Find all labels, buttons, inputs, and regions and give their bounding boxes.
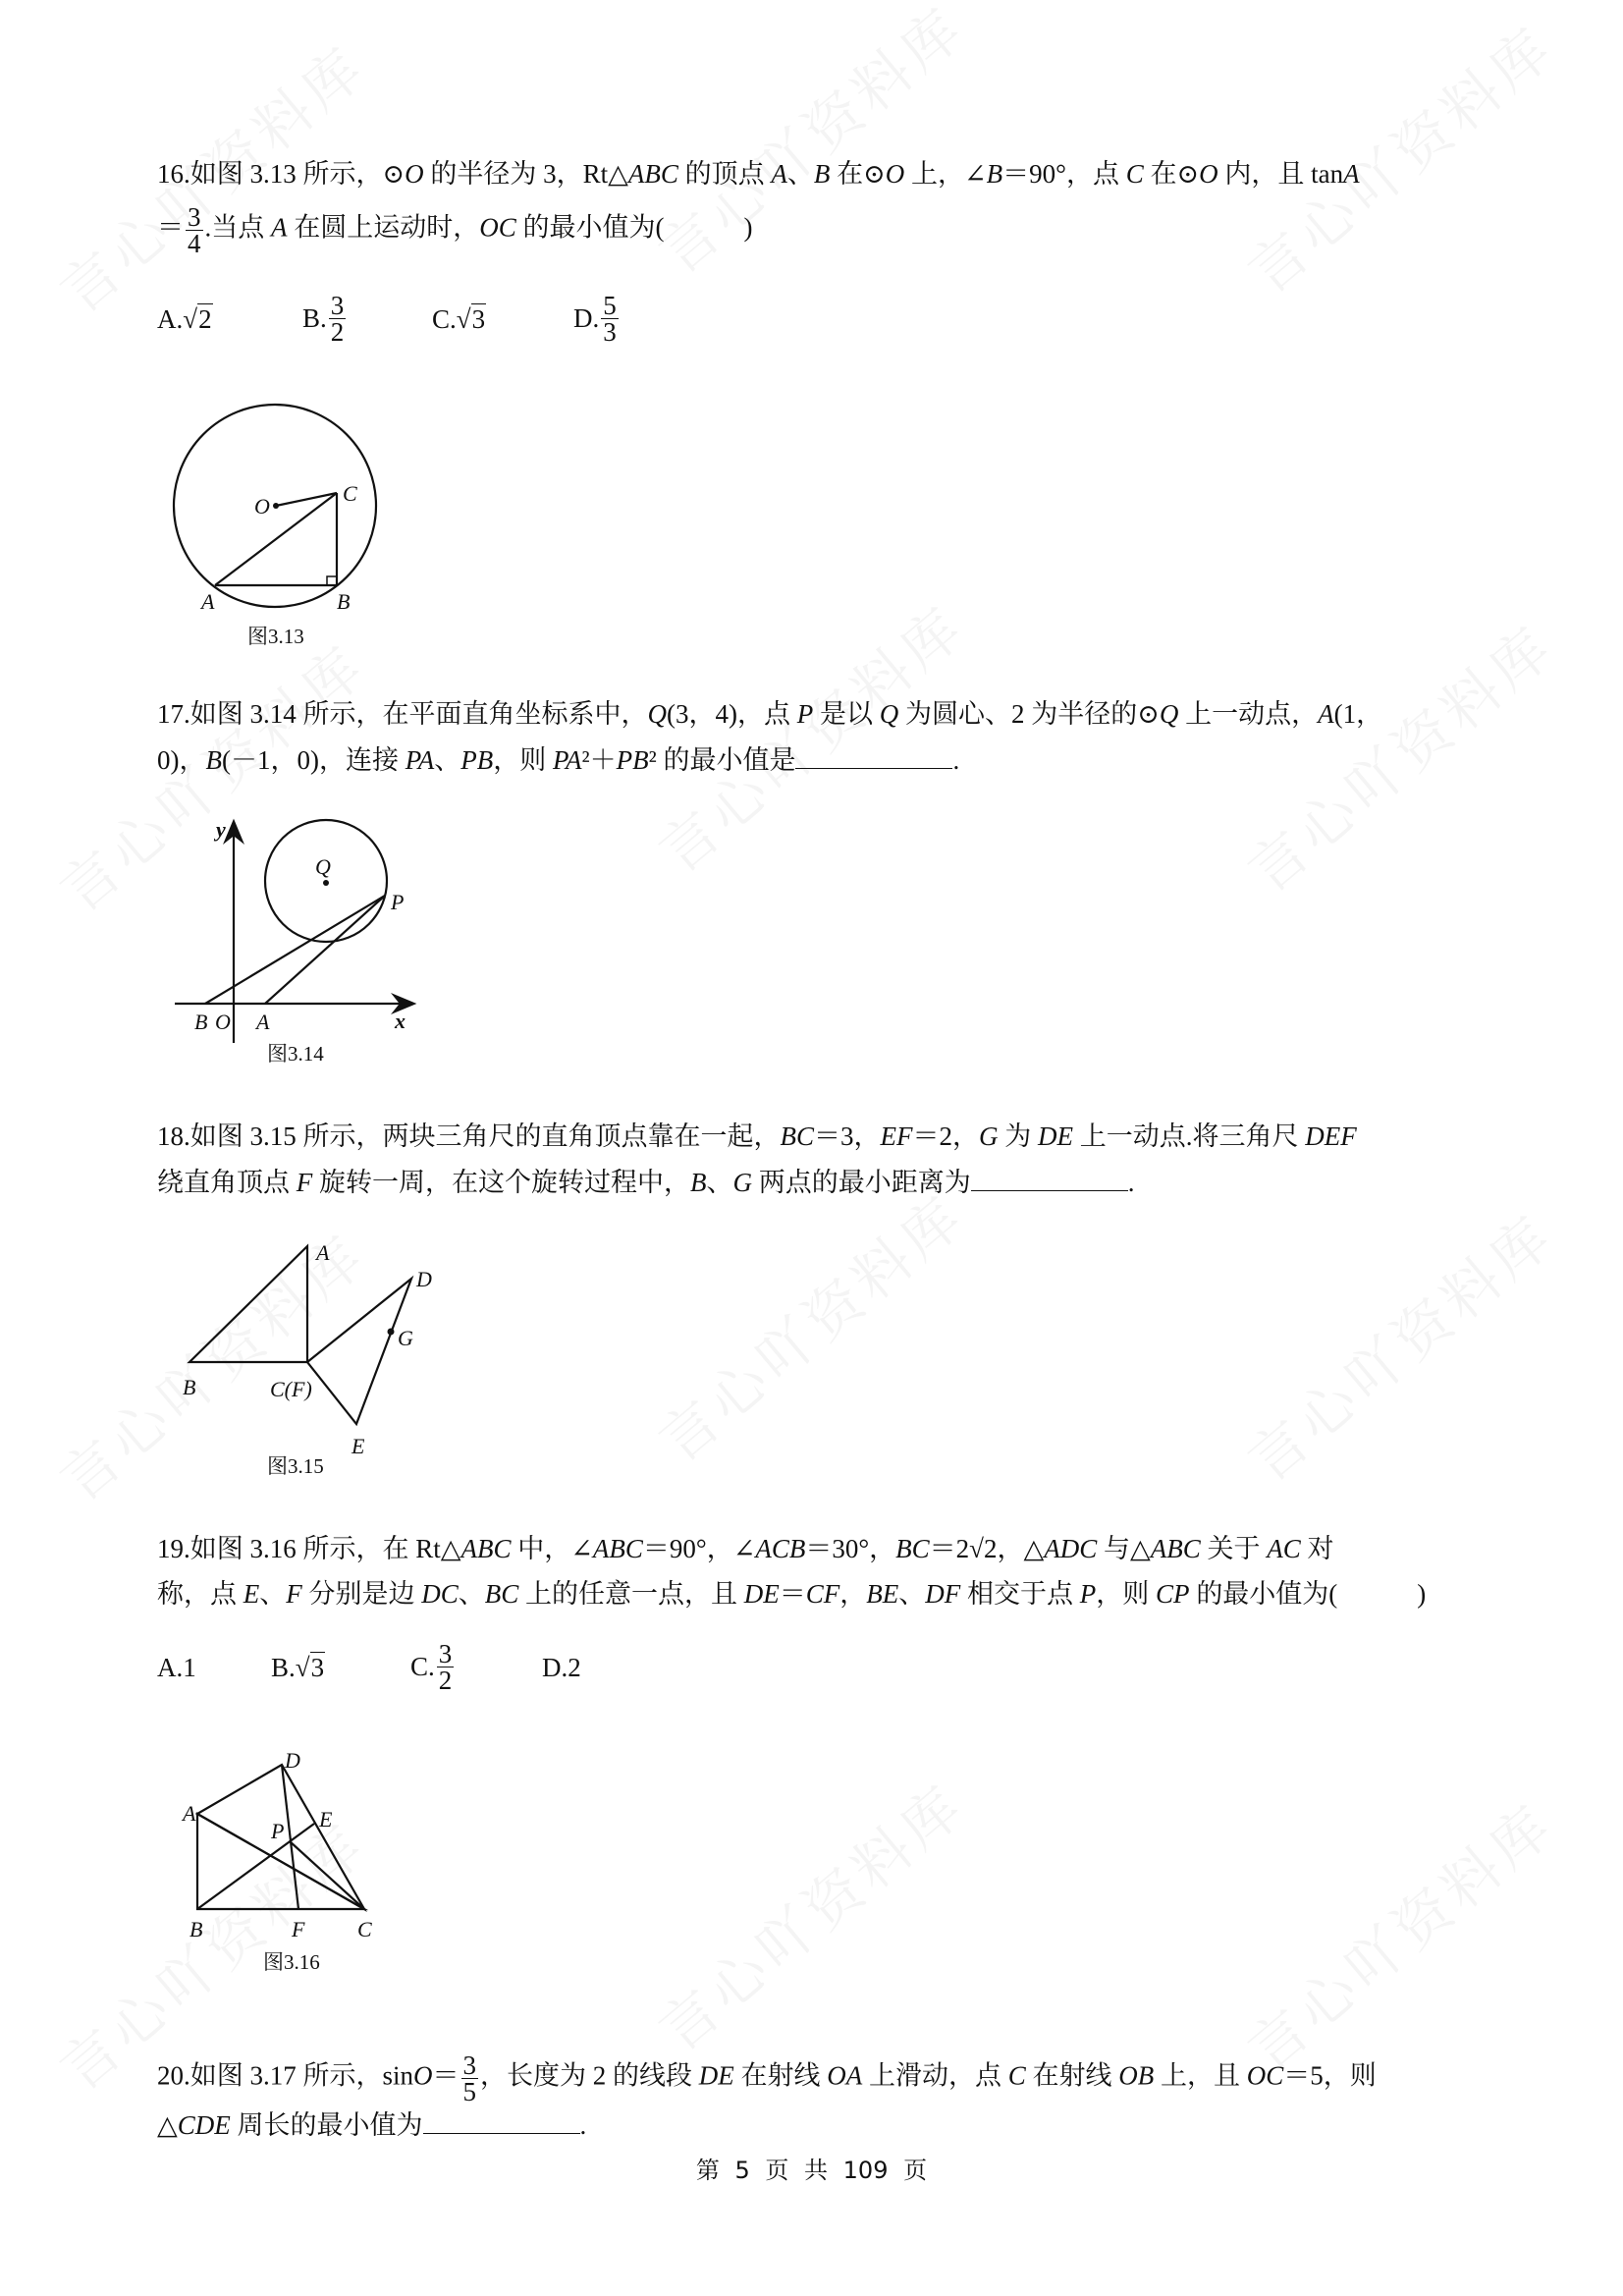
label-q: Q <box>315 854 331 879</box>
label-p: P <box>271 1819 285 1843</box>
figure-caption: 图3.13 <box>247 625 304 648</box>
label-a: A <box>201 589 215 614</box>
label-cf: C(F) <box>270 1377 312 1401</box>
label-a: A <box>183 1801 196 1826</box>
label-o: O <box>215 1010 231 1034</box>
option-c[interactable]: C. $\frac{3}{2}$ <box>410 1639 453 1695</box>
option-d[interactable]: D. $\frac{5}{3}$ <box>573 291 617 347</box>
label-a: A <box>256 1010 270 1034</box>
figure-caption: 图3.15 <box>267 1454 324 1478</box>
label-p: P <box>391 890 405 914</box>
option-b[interactable]: B. $\frac{3}{2}$ <box>302 291 345 347</box>
label-e: E <box>319 1807 333 1831</box>
q18-line2: 绕直角顶点 F 旋转一周，在这个旋转过程中，B、G 两点的最小距离为 . <box>157 1165 1135 1199</box>
label-c: C <box>357 1917 372 1941</box>
label-b: B <box>194 1010 208 1034</box>
label-y: y <box>216 817 226 842</box>
option-a[interactable]: A. √2 <box>157 304 212 334</box>
label-b: B <box>183 1375 196 1399</box>
q19-line2: 称，点 E、F 分别是边 DC、BC 上的任意一点，且 DE＝CF，BE、DF 相交于点 P，则 CP 的最小值为( ) <box>157 1579 1427 1609</box>
label-o: O <box>254 494 270 519</box>
option-d[interactable]: D. 2 <box>542 1653 581 1682</box>
label-g: G <box>398 1326 413 1350</box>
option-c[interactable]: C. √3 <box>432 304 486 334</box>
fraction: $\frac{3}{4}$ <box>188 202 201 258</box>
label-d: D <box>416 1267 432 1291</box>
label-c: C <box>343 481 357 506</box>
q18-line1: 18.如图 3.15 所示，两块三角尺的直角顶点靠在一起，BC＝3，EF＝2，G 为 DE 上一动点.将三角尺 DEF <box>157 1121 1357 1151</box>
label-e: E <box>352 1434 365 1458</box>
label-x: x <box>395 1009 406 1033</box>
q19-line1: 19.如图 3.16 所示，在 Rt△ABC 中，∠ABC＝90°，∠ACB＝30°，BC＝2√2，△ADC 与△ABC 关于 AC 对 <box>157 1534 1334 1563</box>
label-f: F <box>292 1917 305 1941</box>
label-b: B <box>337 589 351 614</box>
fraction: $\frac{3}{5}$ <box>462 2050 477 2106</box>
q20-line2: △CDE 周长的最小值为 . <box>157 2107 586 2142</box>
q17-line2: 0)，B(－1，0)，连接 PA、PB，则 PA²＋PB² 的最小值是 . <box>157 742 959 777</box>
label-d: D <box>285 1748 300 1773</box>
figure-caption: 图3.14 <box>267 1042 324 1066</box>
figure-caption: 图3.16 <box>263 1950 320 1974</box>
page-footer: 第 5 页 共 109 页 <box>695 2157 928 2184</box>
label-a: A <box>316 1240 330 1265</box>
q17-line1: 17.如图 3.14 所示，在平面直角坐标系中，Q(3，4)，点 P 是以 Q 为圆心、2 为半径的⊙Q 上一动点，A(1， <box>157 699 1383 729</box>
option-a[interactable]: A. 1 <box>157 1653 196 1682</box>
label-b: B <box>189 1917 203 1941</box>
answer-blank[interactable] <box>423 2107 580 2134</box>
q16-line2: ＝ $\frac{3}{4}$ .当点 A 在圆上运动时，OC 的最小值为( ) <box>157 202 753 258</box>
q20-line1: 20.如图 3.17 所示，sinO＝ $\frac{3}{5}$ ，长度为 2 的线段 DE 在射线 OA 上滑动，点 C 在射线 OB 上，且 OC＝5，则 <box>157 2050 1377 2106</box>
q16-line1: 16.如图 3.13 所示，⊙O 的半径为 3，Rt△ABC 的顶点 A、B 在⊙O 上，∠B＝90°，点 C 在⊙O 内，且 tanA <box>157 159 1360 189</box>
option-b[interactable]: B. √3 <box>271 1653 325 1682</box>
